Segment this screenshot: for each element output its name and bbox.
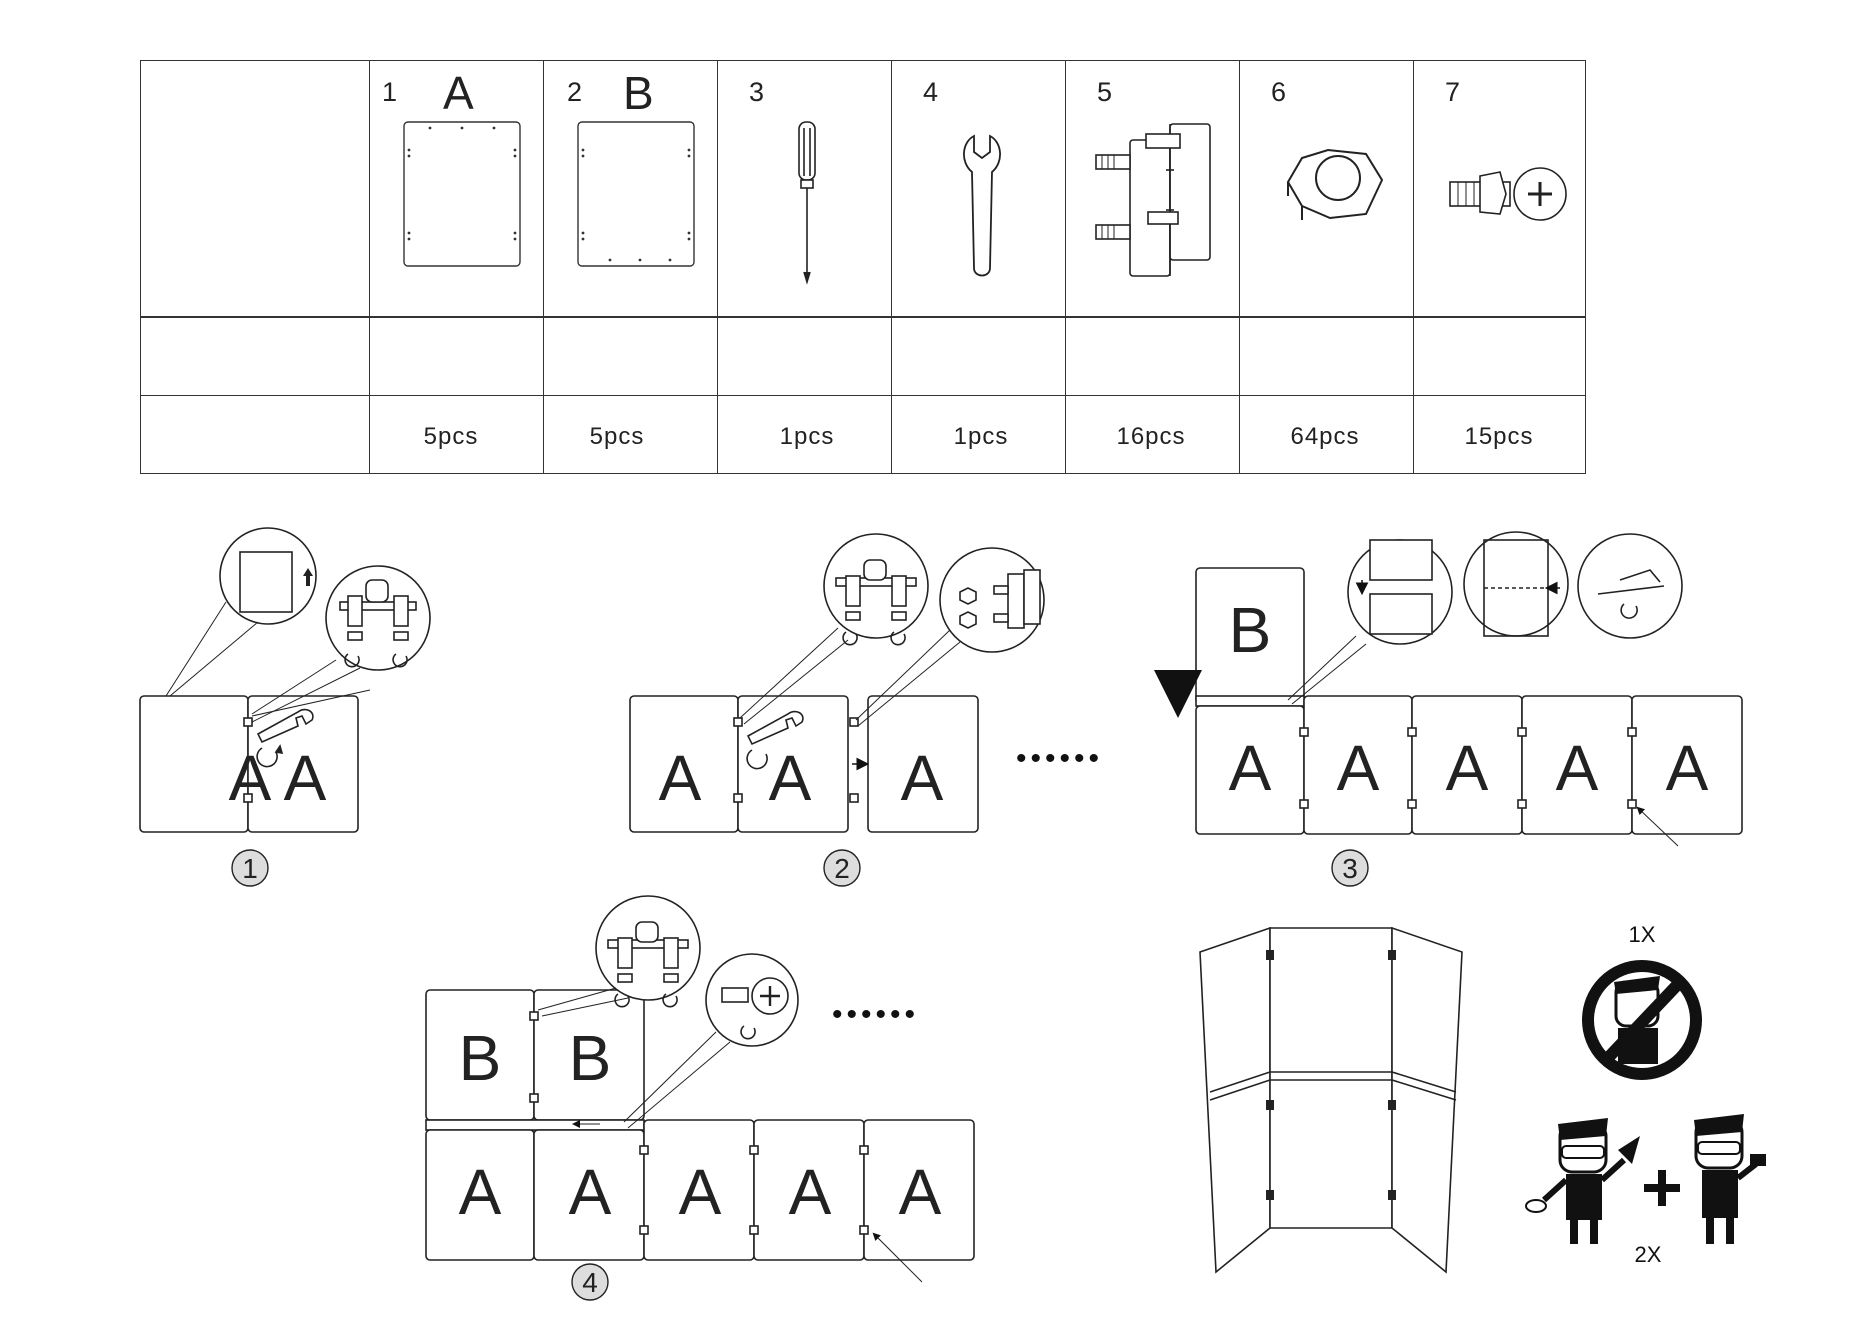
screw-bolt-icon [1450, 168, 1566, 220]
part-quantity: 1pcs [779, 423, 835, 450]
part-quantity: 5pcs [423, 423, 479, 450]
panel-letter-a: A [768, 742, 812, 814]
panel-letter-b: B [1228, 594, 1272, 666]
panel-letter-a: A [898, 1156, 942, 1228]
part-number: 3 [749, 77, 765, 107]
panel-letter-a: A [228, 742, 272, 814]
part-quantity: 16pcs [1116, 423, 1186, 450]
panel-b-icon [578, 122, 694, 266]
two-people-label: 2X [1634, 1242, 1662, 1267]
part-quantity: 15pcs [1464, 423, 1534, 450]
panel-letter-a: A [658, 742, 702, 814]
part-letter: A [443, 67, 474, 119]
hex-nut-icon [1288, 150, 1382, 220]
continuation-dots: •••••• [1016, 742, 1104, 775]
panel-letter-a: A [900, 742, 944, 814]
one-person-label: 1X [1628, 922, 1656, 947]
part-quantity: 1pcs [953, 423, 1009, 450]
part-number: 7 [1445, 77, 1461, 107]
hinge-icon [1096, 124, 1210, 276]
part-number: 2 [567, 77, 583, 107]
panel-letter-a: A [283, 742, 327, 814]
two-people-required-icon [1526, 1114, 1766, 1244]
panel-letter-a: A [568, 1156, 612, 1228]
panel-letter-a: A [1665, 732, 1709, 804]
one-person-prohibited-icon [1588, 966, 1696, 1074]
step-number: 3 [1342, 853, 1358, 884]
part-number: 4 [923, 77, 939, 107]
panel-letter-a: A [788, 1156, 832, 1228]
part-quantity: 64pcs [1290, 423, 1360, 450]
continuation-dots: •••••• [832, 998, 920, 1031]
part-number: 5 [1097, 77, 1113, 107]
part-quantity: 5pcs [589, 423, 645, 450]
finished-assembly-illustration [1200, 928, 1462, 1272]
part-number: 6 [1271, 77, 1287, 107]
panel-letter-a: A [1555, 732, 1599, 804]
step-number: 2 [834, 853, 850, 884]
step-number: 4 [582, 1267, 598, 1298]
part-letter: B [623, 67, 654, 119]
panel-letter-b: B [458, 1022, 502, 1094]
part-number: 1 [382, 77, 398, 107]
wrench-icon [964, 136, 1000, 276]
panel-letter-a: A [1228, 732, 1272, 804]
panel-letter-b: B [568, 1022, 612, 1094]
panel-letter-a: A [458, 1156, 502, 1228]
panel-letter-a: A [678, 1156, 722, 1228]
panel-a-icon [404, 122, 520, 266]
panel-letter-a: A [1445, 732, 1489, 804]
screwdriver-icon [799, 122, 815, 282]
step-number: 1 [242, 853, 258, 884]
panel-letter-a: A [1336, 732, 1380, 804]
